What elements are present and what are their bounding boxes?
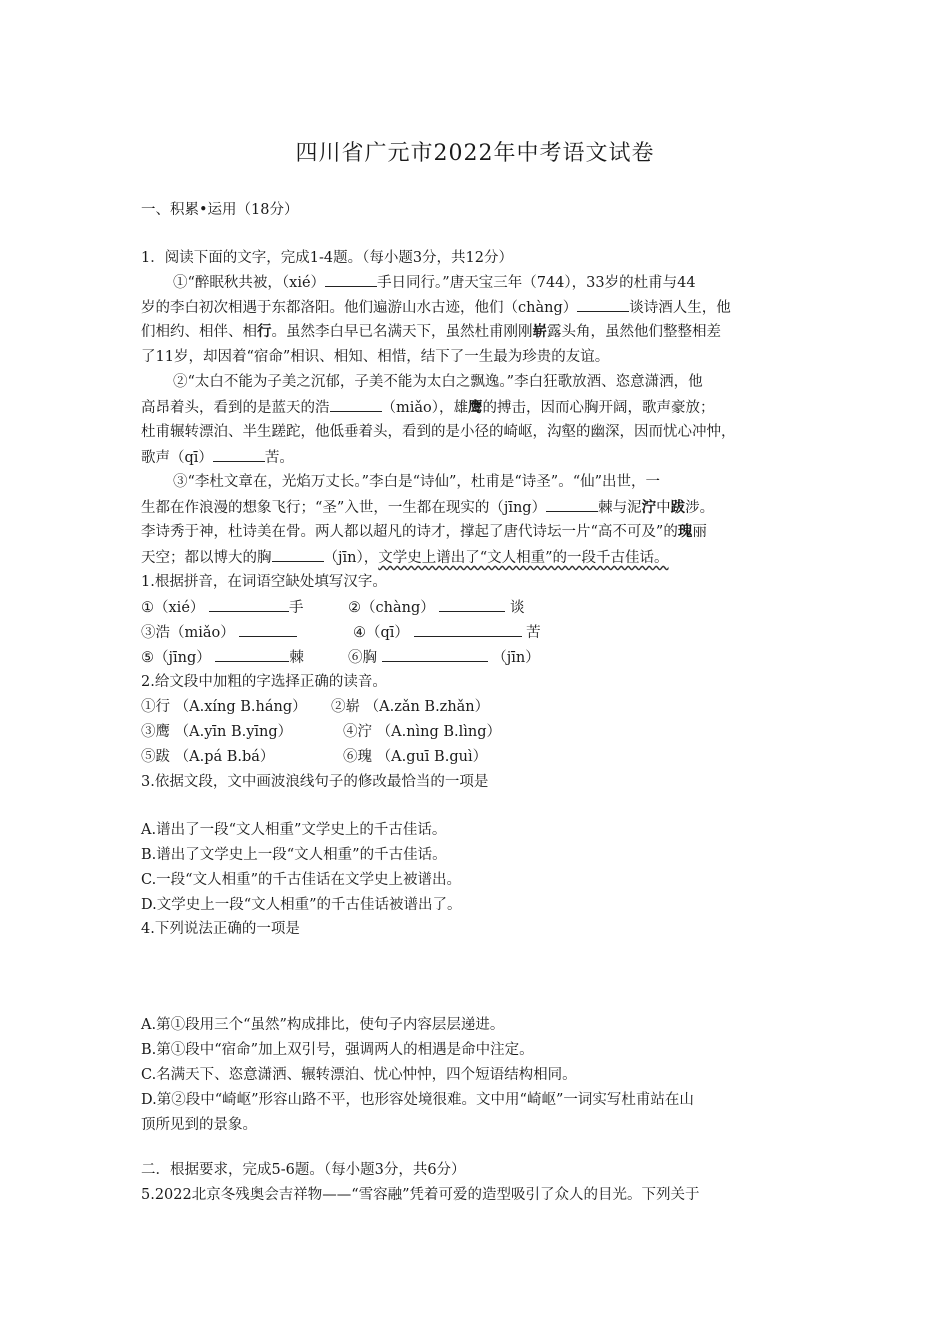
option-b[interactable]: B.谱出了文学史上一段“文人相重”的千古佳话。 [141, 847, 447, 863]
answer-blank[interactable] [546, 497, 598, 512]
answer-blank[interactable] [209, 597, 289, 612]
q1-1-item: ⑥胸 （jīn） [348, 647, 540, 668]
option-a[interactable]: A.第①段用三个“虽然”构成排比，使句子内容层层递进。 [141, 1017, 505, 1033]
question-1-header: 1．阅读下面的文字，完成1-4题。（每小题3分，共12分） [141, 250, 513, 266]
option-d[interactable]: D.文学史上一段“文人相重”的千古佳话被谱出了。 [141, 897, 462, 913]
question-5: 5.2022北京冬残奥会吉祥物——“雪容融”凭着可爱的造型吸引了众人的目光。下列关于 [141, 1187, 700, 1203]
answer-blank[interactable] [325, 272, 377, 287]
para3-line1: ③“李杜文章在，光焰万丈长。”李白是“诗仙”，杜甫是“诗圣”。“仙”出世，一 [173, 474, 661, 490]
q1-1-item: ④（qī） 苦 [353, 622, 541, 643]
answer-blank[interactable] [213, 447, 265, 462]
q1-1-prompt: 1.根据拼音，在词语空缺处填写汉字。 [141, 574, 387, 590]
bold-char: 鹰 [468, 399, 483, 416]
para1-line2: 岁的李白初次相遇于东都洛阳。他们遍游山水古迹，他们（chàng） 谈诗酒人生，他 [141, 297, 731, 318]
q1-1-item: ⑤（jīng） 棘 [141, 647, 304, 668]
q1-4-prompt: 4.下列说法正确的一项是 [141, 921, 300, 937]
section-heading-1: 一、积累•运用（18分） [141, 202, 299, 218]
answer-blank[interactable] [215, 647, 289, 662]
answer-blank[interactable] [577, 297, 629, 312]
option-a[interactable]: A.谱出了一段“文人相重”文学史上的千古佳话。 [141, 822, 447, 838]
q1-2-item: ④泞 （A.nìng B.lìng） [343, 724, 502, 740]
para2-line1: ②“太白不能为子美之沉郁，子美不能为太白之飘逸。”李白狂歌放酒、恣意潇洒，他 [173, 374, 703, 390]
q1-2-item: ①行 （A.xíng B.háng） [141, 699, 307, 715]
answer-blank[interactable] [272, 547, 324, 562]
bold-char: 跋 [670, 499, 686, 516]
option-b[interactable]: B.第①段中“宿命”加上双引号，强调两人的相遇是命中注定。 [141, 1042, 534, 1058]
q1-2-item: ③鹰 （A.yīn B.yīng） [141, 724, 293, 740]
answer-blank[interactable] [382, 647, 488, 662]
q1-1-item: ②（chàng） 谈 [348, 597, 524, 618]
page-title: 四川省广元市2022年中考语文试卷 [295, 141, 655, 166]
q1-3-prompt: 3.依据文段，文中画波浪线句子的修改最恰当的一项是 [141, 774, 489, 790]
wavy-underlined-sentence: 文学史上谱出了“文人相重”的一段千古佳话。 [378, 550, 669, 566]
answer-blank[interactable] [239, 622, 297, 637]
para3-line2: 生都在作浪漫的想象飞行；“圣”入世，一生都在现实的（jīng） 棘与泥泞中跋涉。 [141, 499, 715, 516]
para3-line3: 李诗秀于神，杜诗美在骨。两人都以超凡的诗才，撑起了唐代诗坛一片“高不可及”的瑰丽 [141, 523, 707, 540]
para3-line4: 天空；都以博大的胸 （jīn），文学史上谱出了“文人相重”的一段千古佳话。 [141, 547, 669, 568]
para2-line4: 歌声（qī） 苦。 [141, 447, 294, 468]
bold-char: 崭 [532, 323, 547, 340]
para1-line4: 了11岁，却因着“宿命”相识、相知、相惜，结下了一生最为珍贵的友谊。 [141, 349, 610, 365]
q1-2-prompt: 2.给文段中加粗的字选择正确的读音。 [141, 674, 387, 690]
q1-1-item: ①（xié） 手 [141, 597, 304, 618]
option-d-continued: 顶所见到的景象。 [141, 1117, 257, 1133]
option-c[interactable]: C.名满天下、恣意潇洒、辗转漂泊、忧心忡忡，四个短语结构相同。 [141, 1067, 577, 1083]
answer-blank[interactable] [414, 622, 522, 637]
section-heading-2: 二．根据要求，完成5-6题。（每小题3分，共6分） [141, 1162, 466, 1178]
para1-line3: 们相约、相伴、相行。虽然李白早已名满天下，虽然杜甫刚刚崭露头角，虽然他们整整相差 [141, 323, 721, 340]
answer-blank[interactable] [330, 397, 382, 412]
option-c[interactable]: C.一段“文人相重”的千古佳话在文学史上被谱出。 [141, 872, 462, 888]
q1-2-item: ⑤跋 （A.pá B.bá） [141, 749, 275, 765]
answer-blank[interactable] [439, 597, 505, 612]
q1-2-item: ②崭 （A.zǎn B.zhǎn） [331, 699, 490, 715]
bold-char: 行 [257, 323, 272, 340]
q1-2-item: ⑥瑰 （A.guī B.guì） [343, 749, 488, 765]
bold-char: 瑰 [677, 523, 693, 540]
q1-1-item: ③浩（miǎo） [141, 622, 297, 643]
para1-line1: ①“醉眠秋共被，（xié） 手日同行。”唐天宝三年（744），33岁的杜甫与44 [173, 272, 696, 293]
option-d[interactable]: D.第②段中“崎岖”形容山路不平，也形容处境很难。文中用“崎岖”一词实写杜甫站在山 [141, 1092, 694, 1108]
para2-line3: 杜甫辗转漂泊、半生蹉跎，他低垂着头，看到的是小径的崎岖，沟壑的幽深，因而忧心冲忡， [141, 424, 736, 440]
bold-char: 泞 [641, 499, 657, 516]
para2-line2: 高昂着头，看到的是蓝天的浩 （miǎo），雄鹰的搏击，因而心胸开阔，歌声豪放； [141, 399, 715, 416]
